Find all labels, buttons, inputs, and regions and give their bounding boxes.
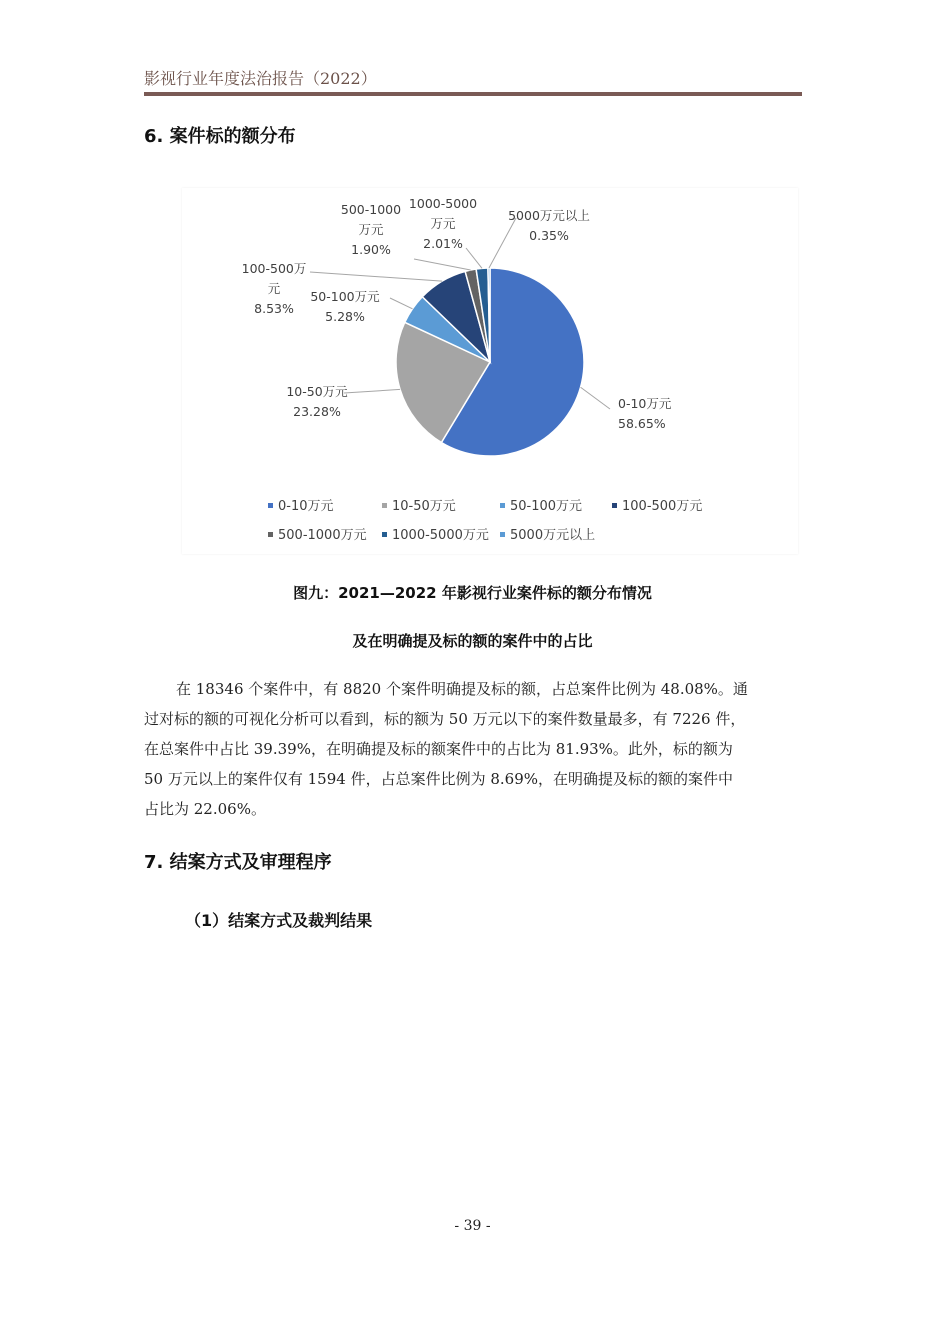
leader-line-0 — [581, 387, 610, 409]
leader-line-2 — [390, 298, 412, 309]
paragraph-line: 占比为 22.06%。 — [144, 800, 266, 818]
legend-swatch-1 — [382, 503, 387, 508]
figure-caption-line2: 及在明确提及标的额的案件中的占比 — [352, 632, 593, 650]
pie-chart-svg — [182, 188, 798, 554]
legend-swatch-5 — [382, 532, 387, 537]
paragraph-line: 过对标的额的可视化分析可以看到，标的额为 50 万元以下的案件数量最多，有 7226 件， — [144, 710, 746, 728]
data-label-2: 50-100万元 — [310, 289, 380, 304]
data-label-5: 1000-5000 — [408, 196, 478, 211]
data-label-3: 8.53% — [254, 301, 294, 316]
legend-label-0: 0-10万元 — [278, 499, 334, 514]
data-label-6: 5000万元以上 — [508, 208, 590, 223]
legend-swatch-3 — [612, 503, 617, 508]
body-paragraph — [144, 674, 804, 824]
header-rule — [144, 92, 802, 96]
paragraph-line: 在总案件中占比 39.39%，在明确提及标的额案件中的占比为 81.93%。此外，标的额为 — [144, 740, 733, 758]
legend-label-1: 10-50万元 — [392, 499, 456, 514]
legend-label-3: 100-500万元 — [622, 499, 703, 514]
leader-line-4 — [414, 259, 471, 270]
legend-swatch-0 — [268, 503, 273, 508]
leader-line-5 — [466, 248, 482, 268]
running-header: 影视行业年度法治报告（2022） — [144, 69, 377, 88]
data-label-5: 2.01% — [423, 236, 463, 251]
legend-label-5: 1000-5000万元 — [392, 528, 489, 543]
section-7-subheading: （1）结案方式及裁判结果 — [185, 911, 373, 930]
page-number: - 39 - — [454, 1218, 491, 1234]
section-7-heading: 7. 结案方式及审理程序 — [144, 852, 332, 873]
leader-line-3 — [310, 272, 442, 281]
pie-chart — [182, 188, 798, 554]
legend-swatch-2 — [500, 503, 505, 508]
data-label-2: 5.28% — [325, 309, 365, 324]
legend-label-2: 50-100万元 — [510, 499, 583, 514]
data-label-4: 1.90% — [351, 242, 391, 257]
figure-caption-line1: 图九：2021—2022 年影视行业案件标的额分布情况 — [293, 584, 652, 602]
data-label-0: 0-10万元 — [618, 396, 672, 411]
data-label-5: 万元 — [430, 216, 456, 231]
legend-swatch-6 — [500, 532, 505, 537]
data-label-1: 23.28% — [293, 404, 341, 419]
data-label-1: 10-50万元 — [286, 384, 348, 399]
legend-label-4: 500-1000万元 — [278, 528, 367, 543]
data-label-6: 0.35% — [529, 228, 569, 243]
paragraph-line: 50 万元以上的案件仅有 1594 件，占总案件比例为 8.69%，在明确提及标的额的案件中 — [144, 770, 733, 788]
section-6-heading: 6. 案件标的额分布 — [144, 126, 296, 147]
leader-line-6 — [489, 218, 516, 268]
data-label-3: 100-500万 — [241, 261, 307, 276]
data-label-3: 元 — [267, 281, 281, 296]
legend-label-6: 5000万元以上 — [510, 528, 596, 543]
paragraph-line: 在 18346 个案件中，有 8820 个案件明确提及标的额，占总案件比例为 48.08%。通 — [176, 680, 748, 698]
data-label-4: 500-1000 — [340, 202, 402, 217]
data-label-4: 万元 — [358, 222, 384, 237]
leader-line-1 — [344, 389, 400, 393]
data-label-0: 58.65% — [618, 416, 666, 431]
legend-swatch-4 — [268, 532, 273, 537]
